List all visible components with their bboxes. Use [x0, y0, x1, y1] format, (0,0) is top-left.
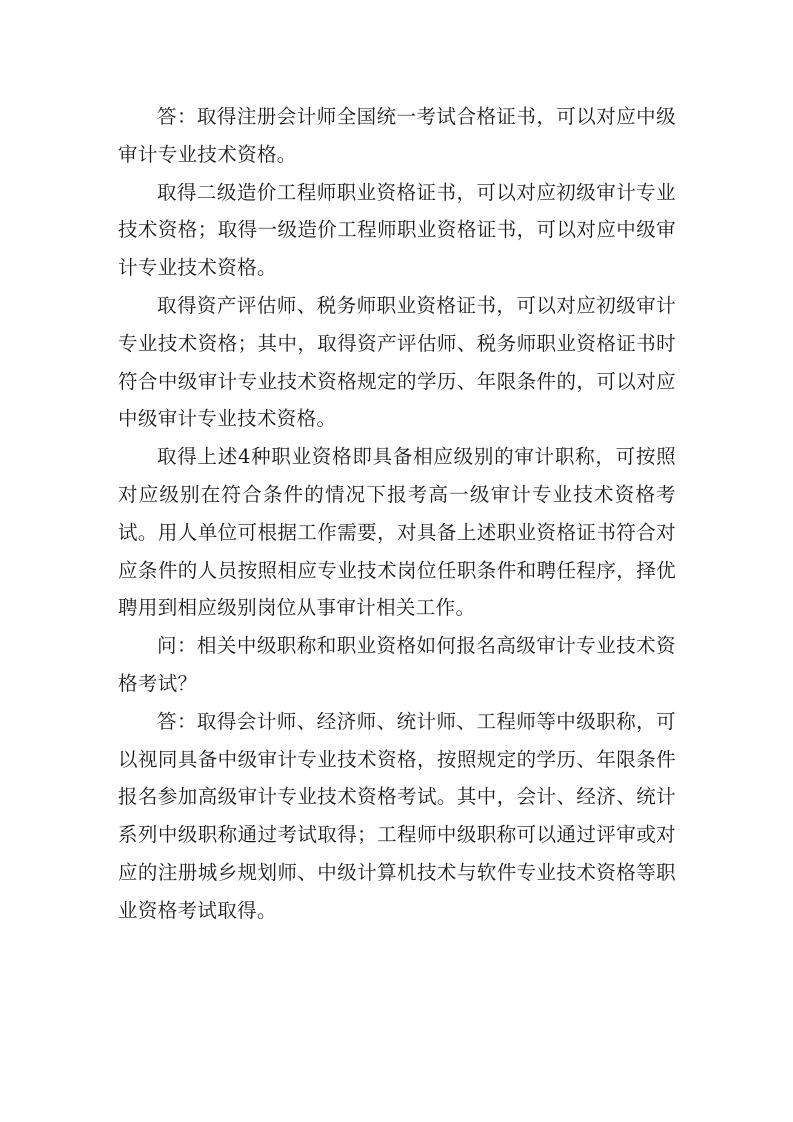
- paragraph-asset-appraiser-tax-agent: 取得资产评估师、税务师职业资格证书，可以对应初级审计专业技术资格；其中，取得资产评估师、税务师职业资格证书时符合中级审计专业技术资格规定的学历、年限条件的，可以对应中级审计专业技术资格。: [118, 293, 676, 431]
- paragraph-cost-engineer: 取得二级造价工程师职业资格证书，可以对应初级审计专业技术资格；取得一级造价工程师职业资格证书，可以对应中级审计专业技术资格。: [118, 180, 676, 280]
- answer-paragraph-cpa: 答：取得注册会计师全国统一考试合格证书，可以对应中级审计专业技术资格。: [118, 105, 676, 166]
- question-paragraph-senior-exam: 问：相关中级职称和职业资格如何报名高级审计专业技术资格考试？: [118, 634, 676, 695]
- document-body: [118, 98, 676, 930]
- paragraph-four-qualifications: 取得上述4种职业资格即具备相应级别的审计职称，可按照对应级别在符合条件的情况下报考高一级审计专业技术资格考试。用人单位可根据工作需要，对具备上述职业资格证书符合对应条件的人员按照相应专业技术岗位任职条件和聘任程序，择优聘用到相应级别岗位从事审计相关工作。: [118, 445, 676, 620]
- answer-paragraph-intermediate-titles: 答：取得会计师、经济师、统计师、工程师等中级职称，可以视同具备中级审计专业技术资格，按照规定的学历、年限条件报名参加高级审计专业技术资格考试。其中，会计、经济、统计系列中级职称通过考试取得；工程师中级职称可以通过评审或对应的注册城乡规划师、中级计算机技术与软件专业技术资格等职业资格考试取得。: [118, 709, 676, 922]
